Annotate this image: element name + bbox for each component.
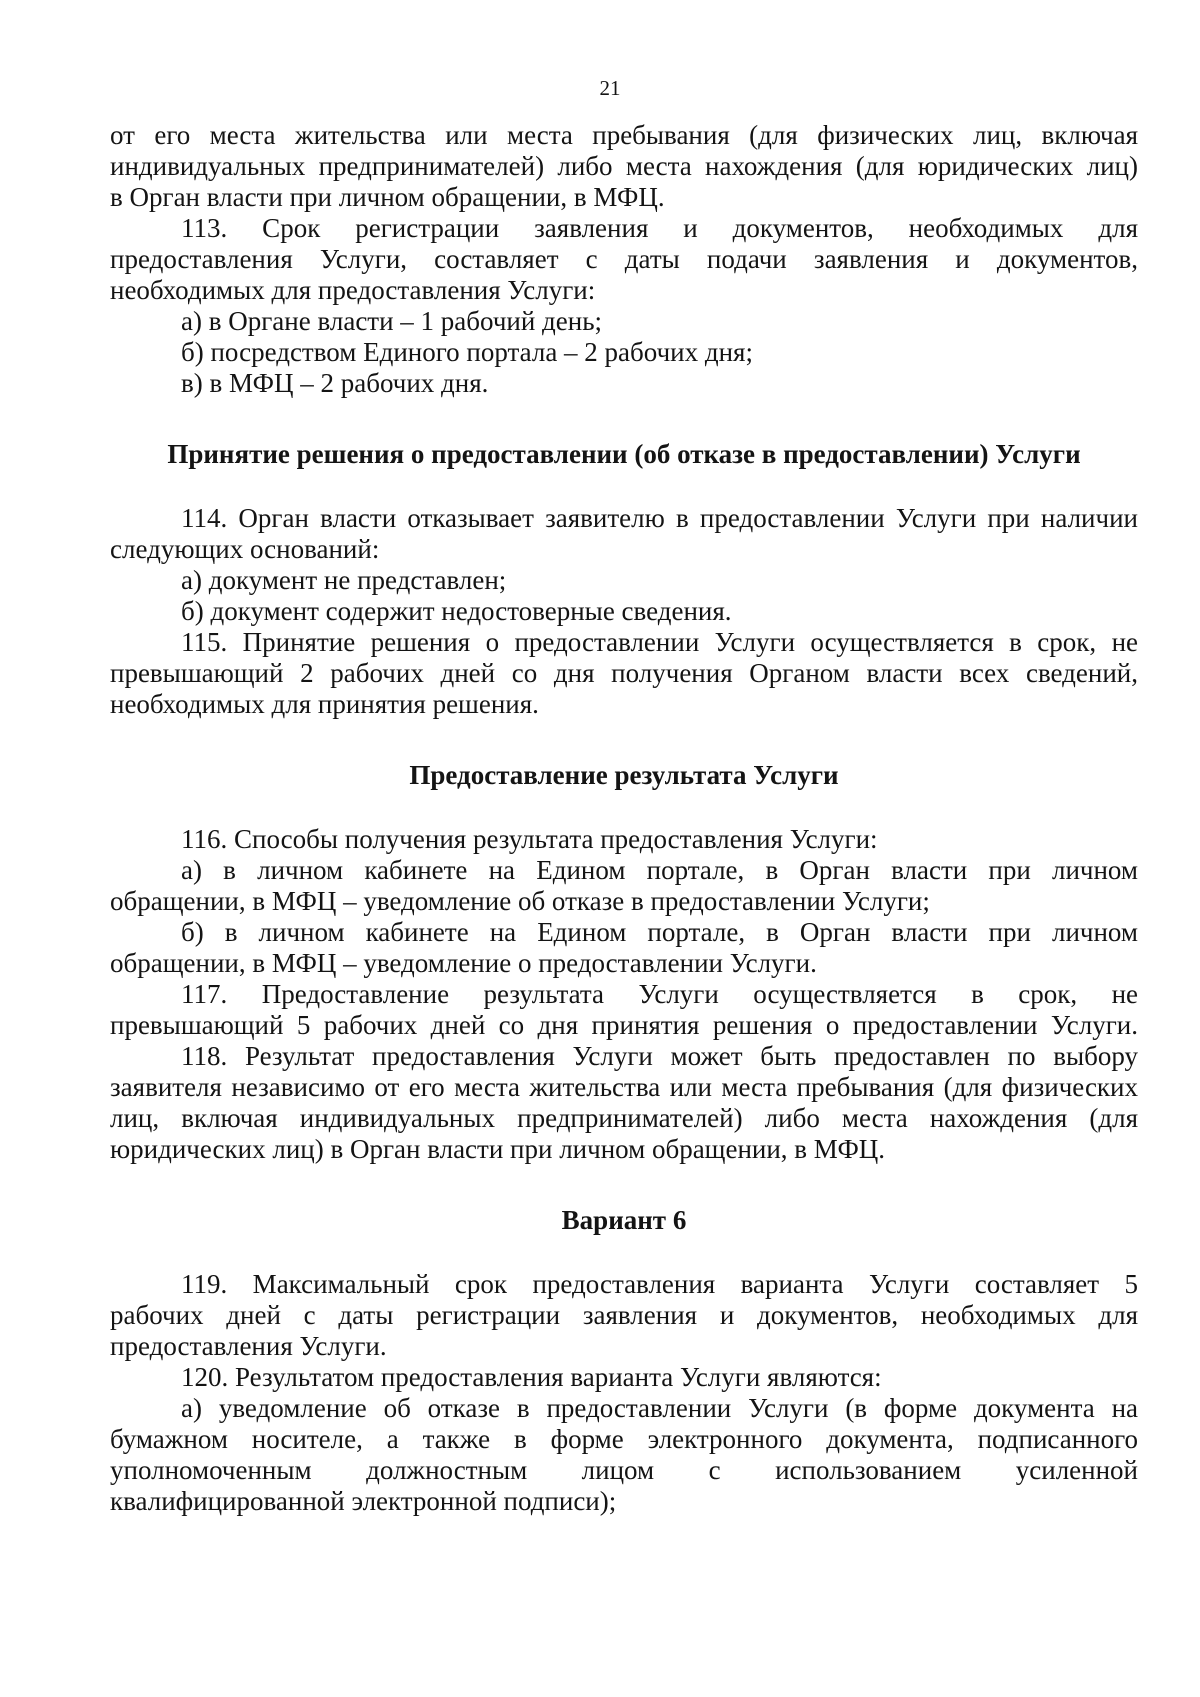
text-line: 119. Максимальный срок предоставления варианта Услуги составляет 5 bbox=[181, 1269, 1138, 1299]
document-body bbox=[110, 120, 1138, 1517]
text-line: а) уведомление об отказе в предоставлении Услуги (в форме документа на bbox=[181, 1393, 1138, 1423]
text-line: 118. Результат предоставления Услуги может быть предоставлен по выбору bbox=[181, 1041, 1138, 1071]
text-line: необходимых для принятия решения. bbox=[110, 689, 539, 719]
text-line: индивидуальных предпринимателей) либо места нахождения (для юридических лиц) bbox=[110, 151, 1138, 181]
text-line: юридических лиц) в Орган власти при личном обращении, в МФЦ. bbox=[110, 1134, 886, 1164]
text-line: а) в личном кабинете на Едином портале, в Орган власти при личном bbox=[181, 855, 1138, 885]
text-line: 113. Срок регистрации заявления и документов, необходимых для bbox=[181, 213, 1138, 243]
page-number: 21 bbox=[599, 76, 621, 100]
text-line: 116. Способы получения результата предоставления Услуги: bbox=[181, 824, 878, 854]
text-line: в) в МФЦ – 2 рабочих дня. bbox=[181, 368, 489, 398]
text-line: уполномоченным должностным лицом с использованием усиленной bbox=[110, 1455, 1138, 1485]
text-line: заявителя независимо от его места жительства или места пребывания (для физических bbox=[110, 1072, 1138, 1102]
text-line: лиц, включая индивидуальных предпринимателей) либо места нахождения (для bbox=[110, 1103, 1138, 1133]
section-heading: Вариант 6 bbox=[561, 1205, 687, 1235]
spacer bbox=[110, 1239, 1138, 1269]
text-line: превышающий 2 рабочих дней со дня получения Органом власти всех сведений, bbox=[110, 658, 1138, 688]
text-line: 120. Результатом предоставления варианта Услуги являются: bbox=[181, 1362, 882, 1392]
text-line: а) в Органе власти – 1 рабочий день; bbox=[181, 306, 603, 336]
text-line: в Орган власти при личном обращении, в МФЦ. bbox=[110, 182, 665, 212]
text-line: необходимых для предоставления Услуги: bbox=[110, 275, 596, 305]
text-line: следующих оснований: bbox=[110, 534, 380, 564]
text-line: а) документ не представлен; bbox=[181, 565, 507, 595]
text-line: б) документ содержит недостоверные сведения. bbox=[181, 596, 732, 626]
section-heading: Принятие решения о предоставлении (об отказе в предоставлении) Услуги bbox=[167, 439, 1081, 469]
text-line: предоставления Услуги, составляет с даты подачи заявления и документов, bbox=[110, 244, 1138, 274]
section-heading: Предоставление результата Услуги bbox=[409, 760, 839, 790]
text-line: квалифицированной электронной подписи); bbox=[110, 1486, 617, 1516]
text-line: бумажном носителе, а также в форме электронного документа, подписанного bbox=[110, 1424, 1138, 1454]
text-line: 114. Орган власти отказывает заявителю в предоставлении Услуги при наличии bbox=[181, 503, 1138, 533]
text-line: б) посредством Единого портала – 2 рабочих дня; bbox=[181, 337, 753, 367]
text-line: обращении, в МФЦ – уведомление об отказе в предоставлении Услуги; bbox=[110, 886, 930, 916]
text-line: превышающий 5 рабочих дней со дня принятия решения о предоставлении Услуги. bbox=[110, 1010, 1138, 1040]
spacer bbox=[110, 399, 1138, 439]
text-line: б) в личном кабинете на Едином портале, в Орган власти при личном bbox=[181, 917, 1138, 947]
text-line: 117. Предоставление результата Услуги осуществляется в срок, не bbox=[181, 979, 1138, 1009]
spacer bbox=[110, 794, 1138, 824]
text-line: обращении, в МФЦ – уведомление о предоставлении Услуги. bbox=[110, 948, 817, 978]
text-line: 115. Принятие решения о предоставлении Услуги осуществляется в срок, не bbox=[181, 627, 1138, 657]
text-line: предоставления Услуги. bbox=[110, 1331, 387, 1361]
text-line: рабочих дней с даты регистрации заявления и документов, необходимых для bbox=[110, 1300, 1138, 1330]
spacer bbox=[110, 473, 1138, 503]
text-line: от его места жительства или места пребывания (для физических лиц, включая bbox=[110, 120, 1138, 150]
spacer bbox=[110, 720, 1138, 760]
spacer bbox=[110, 1165, 1138, 1205]
